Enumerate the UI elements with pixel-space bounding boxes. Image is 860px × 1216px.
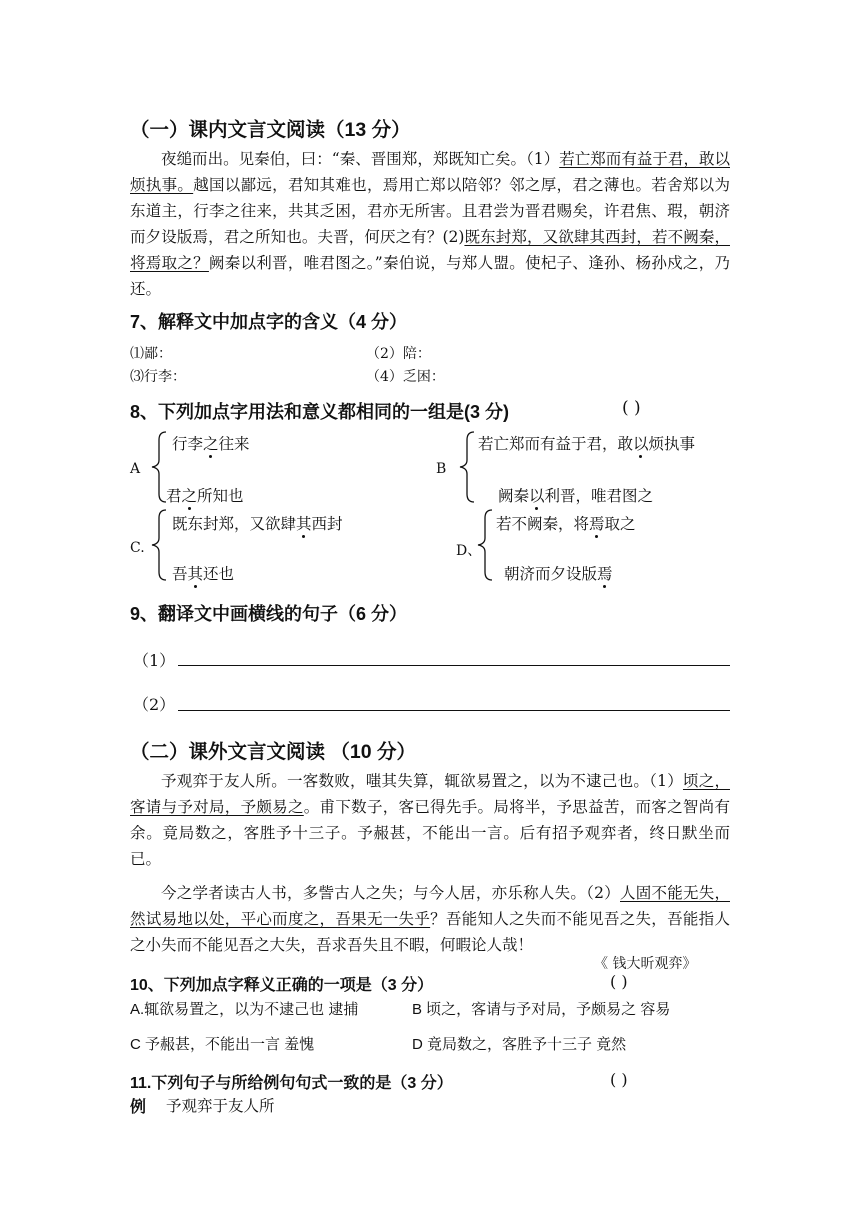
answer-line-2[interactable] — [178, 710, 730, 711]
q8-option-b-bottom: 阙秦以利晋，唯君图之 — [498, 487, 654, 505]
passage-text: ？吾能知人之失而不能见吾之失，吾能指人之小失而不能见吾之大失，吾求吾失且不暇，何暇论人哉！ — [130, 910, 730, 954]
section2-passage-1 — [130, 768, 730, 872]
q7-item-2: （2）陪： — [366, 346, 431, 362]
q7-item-4: （4）乏困： — [366, 369, 445, 385]
q10-option-a: A.辄欲易置之，以为不逮己也 逮捕 — [130, 1001, 359, 1018]
q7-item-3: ⑶行李： — [130, 369, 186, 385]
q8-option-a-bottom: 君之所知也 — [166, 487, 244, 505]
brace-icon — [458, 430, 476, 504]
passage-text: 越国以鄙远，君知其难也，焉用亡郑以陪邻？邻之厚，君之薄也。若舍郑以为东道主，行李之往来，共其乏困，君亦无所害。且君尝为晋君赐矣，许君焦、瑕，朝济而夕设版焉，君之所知也。夫晋，何厌之有？(2) — [130, 176, 730, 246]
section2-title: （二）课外文言文阅读 （10 分） — [130, 741, 417, 763]
brace-icon — [476, 508, 494, 582]
q11-example: 予观弈于友人所 — [166, 1097, 275, 1115]
q8-option-a-label: A — [130, 461, 141, 477]
q8-title: 8、下列加点字用法和意义都相同的一组是(3 分) — [130, 402, 510, 422]
q8-option-c-top: 既东封郑，又欲肆其西封 — [172, 515, 343, 533]
q10-option-c: C 予赧甚，不能出一言 羞愧 — [130, 1036, 315, 1053]
answer-paren: ( ) — [622, 398, 641, 418]
q7-item-1: ⑴鄙： — [130, 346, 172, 362]
answer-paren: ( ) — [610, 1070, 628, 1089]
answer-paren: ( ) — [610, 972, 628, 991]
q10-option-d: D 竟局数之，客胜予十三子 竟然 — [412, 1036, 627, 1053]
q11-title: 11.下列句子与所给例句句式一致的是（3 分） — [130, 1075, 453, 1092]
underlined-sentence-2: 既东封郑，又欲肆其西封，若不阙秦，将焉取之？ — [130, 228, 730, 272]
passage-text: 予观弈于友人所。一客数败，嗤其失算，辄欲易置之，以为不逮己也。（1） — [161, 772, 683, 790]
q9-label-2: （2） — [133, 695, 176, 714]
underlined-sentence-1: 顷之，客请与予对局，予颇易之 — [130, 772, 730, 816]
q8-option-d-bottom: 朝济而夕设版焉 — [504, 565, 613, 583]
section1-passage — [130, 146, 730, 302]
section2-passage-2 — [130, 880, 730, 958]
underlined-sentence-2: 人固不能无失，然试易地以处，平心而度之，吾果无一失乎 — [130, 884, 730, 928]
q8-option-c-bottom: 吾其还也 — [172, 565, 235, 583]
q7-title: 7、解释文中加点字的含义（4 分） — [130, 312, 408, 332]
passage-text: 。甫下数子，客已得先手。局将半，予思益苦，而客之智尚有余。竟局数之，客胜予十三子。予赧甚，不能出一言。后有招予观弈者，终日默坐而已。 — [130, 798, 730, 868]
q10-option-b: B 顷之，客请与予对局，予颇易之 容易 — [412, 1001, 671, 1018]
underlined-sentence-1: 若亡郑而有益于君，敢以烦执事。 — [130, 150, 730, 194]
passage-text: 今之学者读古人书，多訾古人之失；与今人居，亦乐称人失。（2） — [161, 884, 620, 902]
q10-title: 10、下列加点字释义正确的一项是（3 分） — [130, 977, 434, 994]
passage-text: 阙秦以利晋，唯君图之。”秦伯说，与郑人盟。使杞子、逢孙、杨孙戍之，乃还。 — [130, 254, 730, 298]
answer-line-1[interactable] — [178, 665, 730, 666]
q9-title: 9、翻译文中画横线的句子（6 分） — [130, 604, 408, 624]
q8-option-d-label: D、 — [456, 543, 482, 559]
source-citation: 《 钱大昕观弈》 — [594, 956, 697, 972]
q8-option-b-label: B — [436, 461, 447, 477]
passage-text: 夜缒而出。见秦伯，曰：“秦、晋围郑，郑既知亡矣。（1） — [161, 150, 560, 168]
q11-example-label: 例 — [130, 1099, 147, 1116]
brace-icon — [150, 508, 168, 582]
q8-option-d-top: 若不阙秦，将焉取之 — [496, 515, 636, 533]
q8-option-b-top: 若亡郑而有益于君，敢以烦执事 — [478, 435, 696, 453]
q9-label-1: （1） — [133, 651, 176, 670]
section1-title: （一）课内文言文阅读（13 分） — [130, 119, 411, 141]
q8-option-a-top: 行李之往来 — [172, 435, 250, 453]
q8-option-c-label: C. — [130, 540, 145, 556]
